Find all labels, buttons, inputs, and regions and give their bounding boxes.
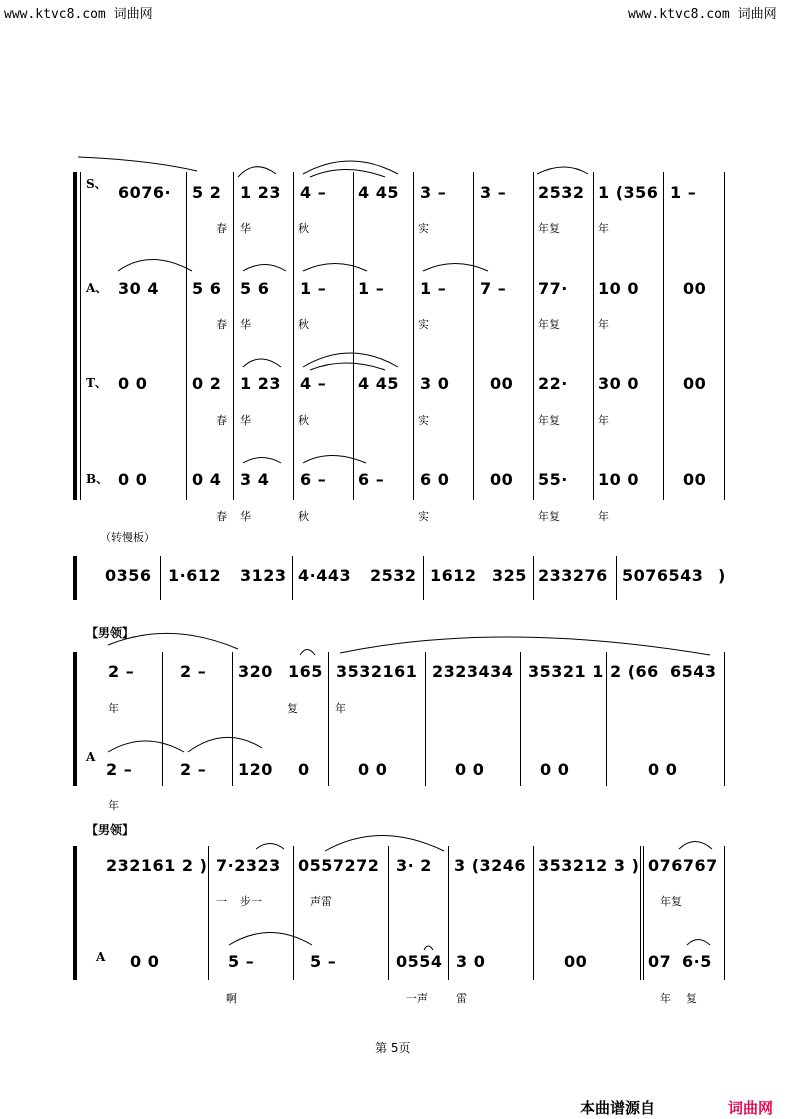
lyric: 年复 bbox=[538, 318, 560, 331]
lyric: 年 bbox=[598, 222, 609, 235]
note-group: 320 bbox=[238, 662, 273, 681]
note-group: 120 bbox=[238, 760, 273, 779]
page-number: 第 5页 bbox=[375, 1041, 411, 1055]
note-group: 0 bbox=[298, 760, 310, 779]
lyric: 年 bbox=[598, 318, 609, 331]
slur bbox=[303, 456, 366, 464]
note-group: 0 0 bbox=[648, 760, 678, 779]
note-group: 3· 2 bbox=[396, 856, 432, 875]
lyric: 一声 bbox=[406, 992, 428, 1005]
note-group: ) bbox=[718, 566, 726, 585]
note-group: 2323434 bbox=[432, 662, 514, 681]
slur bbox=[537, 167, 588, 174]
note-group: 2 (66 bbox=[610, 662, 659, 681]
lyric: 春 bbox=[216, 510, 227, 523]
lyric: 实 bbox=[418, 414, 429, 427]
note-group: 6 – bbox=[300, 470, 327, 489]
lyric: 复 bbox=[686, 992, 697, 1005]
lyric: 年 bbox=[108, 702, 119, 715]
note-group: 3 (3246 bbox=[454, 856, 527, 875]
lyric: 春 bbox=[216, 222, 227, 235]
lyric: 秋 bbox=[298, 414, 309, 427]
lyric: 年复 bbox=[538, 414, 560, 427]
lyric: 秋 bbox=[298, 318, 309, 331]
note-group: 2 – bbox=[106, 760, 133, 779]
header-left-watermark: www.ktvc8.com 词曲网 bbox=[4, 7, 153, 22]
note-group: 6543 bbox=[670, 662, 717, 681]
note-group: 3 4 bbox=[240, 470, 270, 489]
note-group: 6076· bbox=[118, 183, 172, 202]
note-group: 7 – bbox=[480, 279, 507, 298]
lyric: 雷 bbox=[456, 992, 467, 1005]
note-group: 2 – bbox=[180, 760, 207, 779]
note-group: 1 23 bbox=[240, 183, 281, 202]
note-group: 353212 3 ) bbox=[538, 856, 640, 875]
lyric: 年 bbox=[108, 799, 119, 812]
note-group: 3532161 bbox=[336, 662, 418, 681]
note-group: 55· bbox=[538, 470, 568, 489]
note-group: 6·5 bbox=[682, 952, 712, 971]
note-group: 4 – bbox=[300, 183, 327, 202]
male-lead-tag: 【男领】 bbox=[86, 626, 135, 640]
slur bbox=[243, 265, 286, 272]
lyric: 秋 bbox=[298, 222, 309, 235]
note-group: 00 bbox=[490, 470, 514, 489]
slur bbox=[340, 637, 710, 655]
note-group: 5 – bbox=[310, 952, 337, 971]
lyric: 年复 bbox=[660, 895, 682, 908]
note-group: 5 6 bbox=[192, 279, 222, 298]
note-group: 10 0 bbox=[598, 470, 639, 489]
note-group: 00 bbox=[490, 374, 514, 393]
note-group: 30 4 bbox=[118, 279, 159, 298]
note-group: 00 bbox=[683, 279, 707, 298]
note-group: 22· bbox=[538, 374, 568, 393]
voice-label-soprano: S、 bbox=[86, 177, 107, 191]
note-group: 232161 2 ) bbox=[106, 856, 208, 875]
lyric: 华 bbox=[240, 318, 251, 331]
note-group: 233276 bbox=[538, 566, 608, 585]
lyric: 年 bbox=[598, 414, 609, 427]
note-group: 2 – bbox=[108, 662, 135, 681]
note-group: 30 0 bbox=[598, 374, 639, 393]
slur bbox=[300, 650, 315, 656]
note-group: 1 (356 bbox=[598, 183, 659, 202]
slur bbox=[303, 264, 367, 272]
note-group: 1 – bbox=[358, 279, 385, 298]
slur bbox=[229, 933, 312, 946]
note-group: 0 0 bbox=[455, 760, 485, 779]
source-label: 本曲谱源自 bbox=[580, 1099, 656, 1117]
tempo-change-annotation: （转慢板） bbox=[100, 531, 155, 544]
note-group: 4·443 bbox=[298, 566, 352, 585]
note-group: 3 – bbox=[480, 183, 507, 202]
lyric: 年 bbox=[598, 510, 609, 523]
note-group: 0 0 bbox=[118, 374, 148, 393]
lyric: 春 bbox=[216, 414, 227, 427]
lyric: 华 bbox=[240, 222, 251, 235]
slur bbox=[256, 844, 284, 850]
lyric: 春 bbox=[216, 318, 227, 331]
slur bbox=[118, 260, 192, 272]
slur bbox=[310, 170, 385, 178]
source-brand: 词曲网 bbox=[728, 1099, 774, 1117]
voice-label-tenor: T、 bbox=[86, 376, 107, 390]
note-group: 07 bbox=[648, 952, 672, 971]
note-group: 3 0 bbox=[420, 374, 450, 393]
note-group: 1 – bbox=[670, 183, 697, 202]
note-group: 0554 bbox=[396, 952, 443, 971]
slur bbox=[238, 167, 276, 177]
note-group: 0 2 bbox=[192, 374, 222, 393]
note-group: 0 0 bbox=[358, 760, 388, 779]
lyric: 实 bbox=[418, 510, 429, 523]
note-group: 35321 1 bbox=[528, 662, 604, 681]
lyric: 步一 bbox=[240, 895, 262, 908]
note-group: 0 0 bbox=[540, 760, 570, 779]
slur bbox=[423, 264, 488, 272]
note-group: 6 0 bbox=[420, 470, 450, 489]
slur bbox=[679, 842, 712, 850]
note-group: 5 2 bbox=[192, 183, 222, 202]
note-group: 5076543 bbox=[622, 566, 704, 585]
slur bbox=[108, 741, 184, 752]
note-group: 77· bbox=[538, 279, 568, 298]
lyric: 华 bbox=[240, 414, 251, 427]
note-group: 165 bbox=[288, 662, 323, 681]
slur bbox=[108, 633, 238, 649]
note-group: 00 bbox=[683, 470, 707, 489]
lyric: 复 bbox=[287, 702, 298, 715]
note-group: 1 – bbox=[300, 279, 327, 298]
lyric: 一 bbox=[216, 895, 227, 908]
voice-label-bass: B、 bbox=[86, 472, 109, 486]
slur bbox=[243, 359, 281, 367]
note-group: 2532 bbox=[538, 183, 585, 202]
note-group: 076767 bbox=[648, 856, 718, 875]
note-group: 3123 bbox=[240, 566, 287, 585]
note-group: 0557272 bbox=[298, 856, 380, 875]
slur bbox=[687, 940, 710, 946]
note-group: 4 45 bbox=[358, 374, 399, 393]
note-group: 2532 bbox=[370, 566, 417, 585]
slur bbox=[310, 363, 385, 370]
note-group: 1 – bbox=[420, 279, 447, 298]
lyric: 声雷 bbox=[310, 895, 332, 908]
lyric: 啊 bbox=[226, 992, 237, 1005]
lyric: 实 bbox=[418, 318, 429, 331]
lyric: 华 bbox=[240, 510, 251, 523]
note-group: 00 bbox=[683, 374, 707, 393]
slur bbox=[188, 737, 262, 752]
note-group: 325 bbox=[492, 566, 527, 585]
note-group: 2 – bbox=[180, 662, 207, 681]
note-group: 0 0 bbox=[118, 470, 148, 489]
male-lead-tag: 【男领】 bbox=[86, 823, 135, 837]
note-group: 0 0 bbox=[130, 952, 160, 971]
note-group: 5 6 bbox=[240, 279, 270, 298]
note-group: 0 4 bbox=[192, 470, 222, 489]
note-group: 1612 bbox=[430, 566, 477, 585]
voice-label-alto: A、 bbox=[86, 281, 108, 295]
voice-label-chorus: A bbox=[86, 750, 96, 764]
slur bbox=[303, 161, 398, 174]
note-group: 1·612 bbox=[168, 566, 222, 585]
note-group: 1 23 bbox=[240, 374, 281, 393]
note-group: 5 – bbox=[228, 952, 255, 971]
slur bbox=[303, 353, 398, 367]
note-group: 0356 bbox=[105, 566, 152, 585]
slur bbox=[243, 458, 281, 464]
slur bbox=[424, 946, 433, 950]
note-group: 4 – bbox=[300, 374, 327, 393]
header-right-watermark: www.ktvc8.com 词曲网 bbox=[628, 7, 777, 22]
note-group: 3 – bbox=[420, 183, 447, 202]
lyric: 实 bbox=[418, 222, 429, 235]
slur bbox=[325, 836, 444, 852]
voice-label-chorus: A bbox=[96, 950, 106, 964]
slur bbox=[78, 157, 197, 171]
note-group: 10 0 bbox=[598, 279, 639, 298]
note-group: 7·2323 bbox=[216, 856, 281, 875]
lyric: 年 bbox=[660, 992, 671, 1005]
note-group: 00 bbox=[564, 952, 588, 971]
note-group: 4 45 bbox=[358, 183, 399, 202]
lyric: 年 bbox=[335, 702, 346, 715]
lyric: 年复 bbox=[538, 222, 560, 235]
note-group: 6 – bbox=[358, 470, 385, 489]
note-group: 3 0 bbox=[456, 952, 486, 971]
lyric: 年复 bbox=[538, 510, 560, 523]
lyric: 秋 bbox=[298, 510, 309, 523]
